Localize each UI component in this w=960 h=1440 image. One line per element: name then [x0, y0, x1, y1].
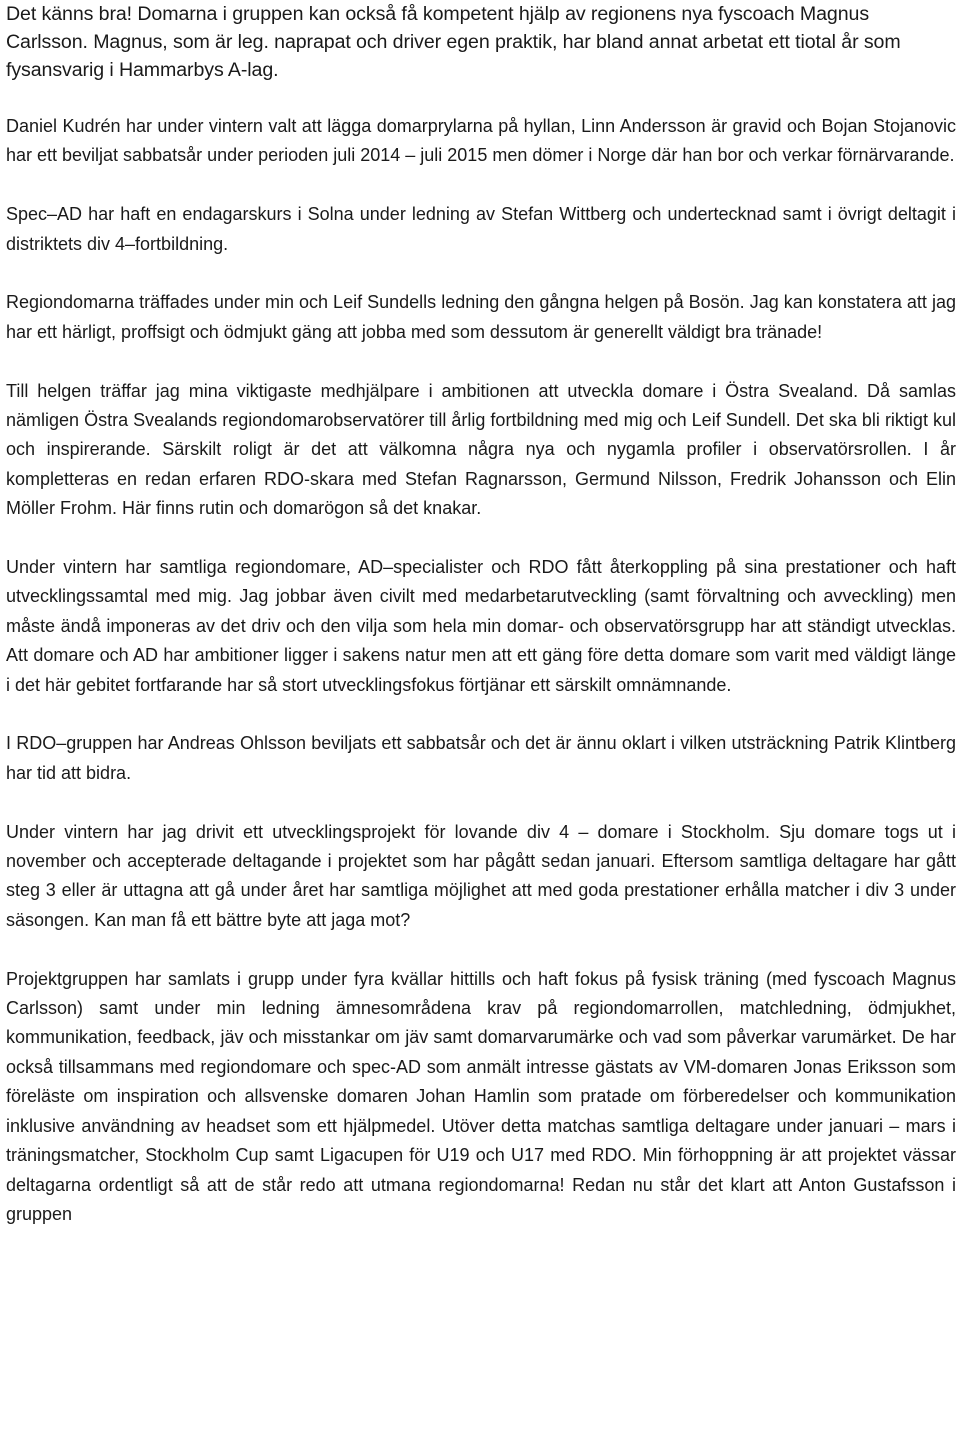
paragraph-utvecklingsprojekt: Under vintern har jag drivit ett utvecklingsprojekt för lovande div 4 – domare i Stockholm. Sju domare togs ut i november och accepterade deltagande i projektet som har pågått sedan januari. Eftersom samtliga deltagare har gått steg 3 eller är uttagna att gå under året har samtliga möjlighet att med goda prestationer erhålla matcher i div 3 under säsongen. Kan man få ett bättre byte att jaga mot?	[6, 821, 956, 930]
paragraph-spec-ad: Spec–AD har haft en endagarskurs i Solna under ledning av Stefan Wittberg och undertecknad samt i övrigt deltagit i distriktets div 4–fortbildning.	[6, 204, 956, 254]
paragraph-regiondomarna: Regiondomarna träffades under min och Leif Sundells ledning den gångna helgen på Bosön. Jag kan konstatera att jag har ett härligt, proffsigt och ödmjukt gäng att jobba med som dessutom är generellt väldigt bra tränade!	[6, 292, 956, 342]
document-page	[6, 0, 956, 1229]
paragraph-domare-changes: Daniel Kudrén har under vintern valt att lägga domarprylarna på hyllan, Linn Andersson är gravid och Bojan Stojanovic har ett beviljat sabbatsår under perioden juli 2014 – juli 2015 men dömer i Norge där han bor och verkar förnärvarande.	[6, 116, 956, 166]
paragraph-fyscoach: Det känns bra! Domarna i gruppen kan också få kompetent hjälp av regionens nya fyscoach Magnus Carlsson. Magnus, som är leg. naprapat och driver egen praktik, har bland annat arbetat ett tiotal år som fysansvarig i Hammarbys A-lag.	[6, 3, 901, 81]
paragraph-utvecklingssamtal: Under vintern har samtliga regiondomare, AD–specialister och RDO fått återkoppling på sina prestationer och haft utvecklingssamtal med mig. Jag jobbar även civilt med medarbetarutveckling (samt förvaltning och avveckling) men måste ändå imponeras av det driv och den vilja som hela min domar- och observatörsgrupp har att ständigt utvecklas. Att domare och AD har ambitioner ligger i sakens natur men att ett gäng före detta domare som varit med väldigt länge i det här gebitet fortfarande har så stort utvecklingsfokus förtjänar ett särskilt omnämnande.	[6, 557, 956, 695]
paragraph-observatorer: Till helgen träffar jag mina viktigaste medhjälpare i ambitionen att utveckla domare i Östra Svealand. Då samlas nämligen Östra Svealands regiondomarobservatörer till årlig fortbildning med mig och Leif Sundell. Det ska bli riktigt kul och inspirerande. Särskilt roligt är det att välkomna några nya och nygamla profiler i observatörsrollen. I år kompletteras en redan erfaren RDO-skara med Stefan Ragnarsson, Germund Nilsson, Fredrik Johansson och Elin Möller Frohm. Här finns rutin och domarögon så det knakar.	[6, 380, 956, 519]
paragraph-projektgruppen: Projektgruppen har samlats i grupp under fyra kvällar hittills och haft fokus på fysisk träning (med fyscoach Magnus Carlsson) samt under min ledning ämnesområdena krav på regiondomarrollen, matchledning, ödmjukhet, kommunikation, feedback, jäv och misstankar om jäv samt domarvarumärke och vad som påverkar varumärket. De har också tillsammans med regiondomare och spec-AD som anmält intresse gästats av VM-domaren Jonas Eriksson som föreläste om inspiration och allsvenske domaren Johan Hamlin som pratade om förberedelser och kommunikation inklusive användning av headset som ett hjälpmedel. Utöver detta matchas samtliga deltagare under januari – mars i träningsmatcher, Stockholm Cup samt Ligacupen för U19 och U17 med RDO. Min förhoppning är att projektet vässar deltagarna ordentligt så att de står redo att utmana regiondomarna! Redan nu står det klart att Anton Gustafsson i gruppen	[6, 968, 956, 1224]
paragraph-rdo-gruppen: I RDO–gruppen har Andreas Ohlsson beviljats ett sabbatsår och det är ännu oklart i vilken utsträckning Patrik Klintberg har tid att bidra.	[6, 733, 956, 783]
